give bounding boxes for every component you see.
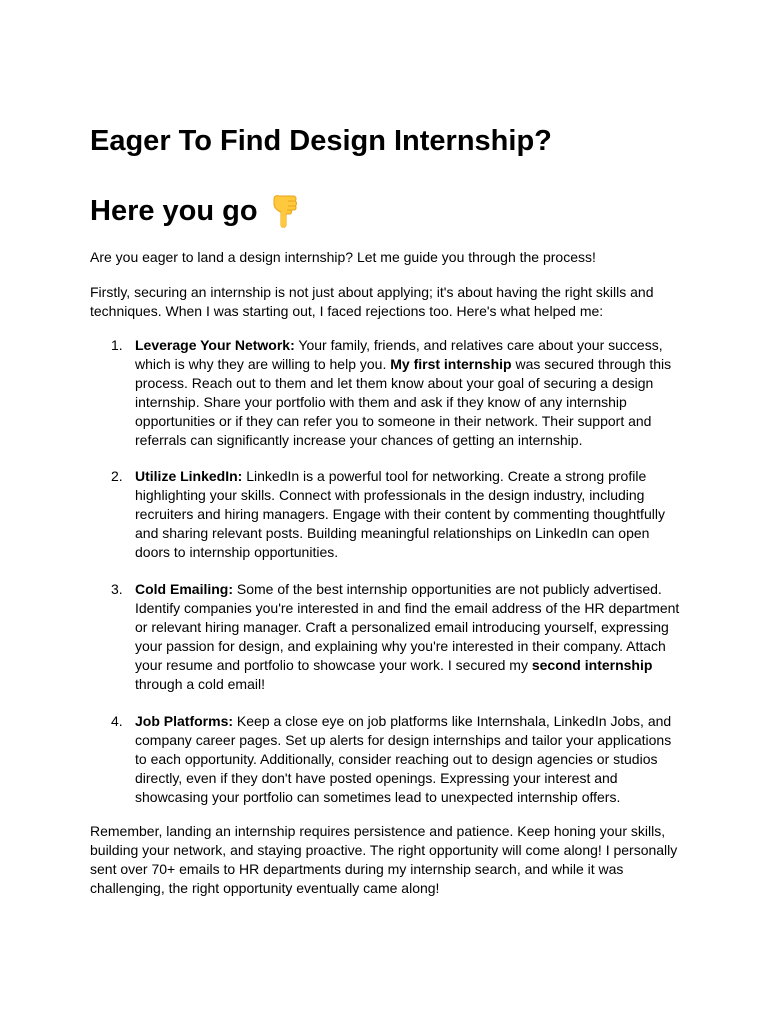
list-item-heading: Leverage Your Network: <box>135 337 295 353</box>
page-subtitle <box>90 191 300 231</box>
list-item-text <box>135 336 680 450</box>
list-item-highlight: My first internship <box>390 356 512 372</box>
backhand-index-pointing-down-emoji-icon <box>268 193 300 229</box>
list-item-heading: Utilize LinkedIn: <box>135 468 243 484</box>
list-item-text-a: Keep a close eye on job platforms like Internshala, LinkedIn Jobs, and company career pages. Set up alerts for design internships and tailor your applications to each opportunity. Additionally, consider reaching out to design agencies or studios directly, even if they don't have posted openings. Expressing your interest and showcasing your portfolio can sometimes lead to unexpected internship offers. <box>135 713 672 805</box>
list-item-number: 2. <box>111 468 123 484</box>
list-item-text <box>135 580 680 694</box>
list-item-heading: Cold Emailing: <box>135 581 233 597</box>
list-item-highlight: second internship <box>531 657 653 673</box>
list-item-heading: Job Platforms: <box>135 713 234 729</box>
list-item-text-b: through a cold email! <box>135 676 265 692</box>
list-item-text-a: LinkedIn is a powerful tool for networking. Create a strong profile highlighting your skills. Connect with professionals in the design industry, including recruiters and hiring managers. Engage with their content by commenting thoughtfully and sharing relevant posts. Building meaningful relationships on LinkedIn can open doors to internship opportunities. <box>135 468 665 560</box>
page-title: Eager To Find Design Internship? <box>90 125 552 157</box>
intro-paragraph: Are you eager to land a design internship? Let me guide you through the process! <box>90 249 596 265</box>
closing-paragraph: Remember, landing an internship requires persistence and patience. Keep honing your skills, building your network, and staying proactive. The right opportunity will come along! I personally sent over 70+ emails to HR departments during my internship search, and while it was challenging, the right opportunity eventually came along! <box>90 823 678 896</box>
list-item-text-a: Your family, friends, and relatives care about your success, which is why they are willing to help you. <box>135 337 663 372</box>
list-item-number: 4. <box>111 713 123 729</box>
list-item-text <box>135 467 680 562</box>
list-item-text-a: Some of the best internship opportunities are not publicly advertised. Identify companies you're interested in and find the email address of the HR department or relevant hiring manager. Craft a personalized email introducing yourself, expressing your passion for design, and explaining why you're interested in their company. Attach your resume and portfolio to showcase your work. I secured my <box>135 581 680 673</box>
list-item-number: 1. <box>111 337 123 353</box>
list-item-number: 3. <box>111 581 123 597</box>
list-item-text-b: was secured through this process. Reach out to them and let them know about your goal of securing a design internship. Share your portfolio with them and ask if they know of any internship opportunities or if they can refer you to someone in their network. Their support and referrals can significantly increase your chances of getting an internship. <box>135 356 672 448</box>
subtitle-text: Here you go <box>90 195 258 227</box>
firstly-paragraph: Firstly, securing an internship is not just about applying; it's about having the right skills and techniques. When I was starting out, I faced rejections too. Here's what helped me: <box>90 284 654 319</box>
list-item-text <box>135 712 680 807</box>
